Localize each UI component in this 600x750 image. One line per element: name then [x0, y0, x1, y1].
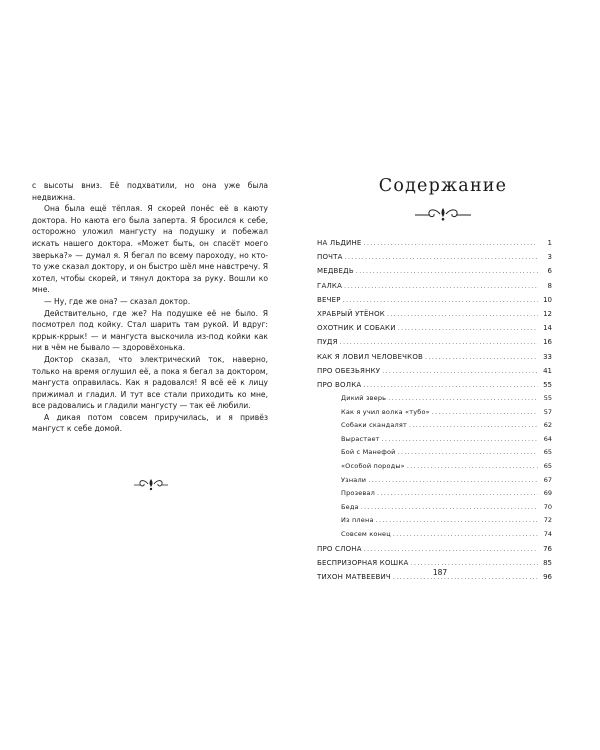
toc-entry-title: Бой с Манефой — [341, 448, 396, 457]
toc-entry-title: ПУДЯ — [317, 338, 338, 347]
toc-entry-title: Беда — [341, 502, 359, 511]
toc-entry-title: Как я учил волка «тубо» — [341, 407, 430, 416]
toc-entry[interactable] — [317, 279, 552, 293]
toc-entry-page: 85 — [543, 558, 552, 567]
toc-entry[interactable] — [317, 542, 552, 556]
toc-entry[interactable] — [317, 350, 552, 364]
toc-subentry[interactable] — [317, 446, 552, 460]
toc-entry-page: 96 — [543, 572, 552, 581]
toc-entry-title: ПРО ОБЕЗЬЯНКУ — [317, 366, 381, 375]
toc-entry-title: ГАЛКА — [317, 281, 343, 290]
toc-entry[interactable] — [317, 236, 552, 250]
toc-entry-page: 33 — [543, 352, 552, 361]
toc-entry-page: 67 — [543, 475, 552, 484]
toc-entry-title: Узнали — [341, 475, 367, 484]
toc-subentry[interactable] — [317, 406, 552, 420]
toc-entry-page: 57 — [543, 407, 552, 416]
toc-entry-page: 69 — [543, 489, 552, 498]
story-text — [32, 180, 268, 435]
toc-subentry[interactable] — [317, 487, 552, 501]
toc-entry-title: ВЕЧЕР — [317, 295, 341, 304]
contents-title: Содержание — [378, 176, 508, 196]
toc-entry-page: 64 — [543, 434, 552, 443]
toc-entry-page: 3 — [547, 253, 552, 262]
toc-entry-page: 1 — [547, 239, 552, 247]
page-number: 187 — [432, 568, 448, 577]
toc-entry-title: ПОЧТА — [317, 253, 343, 262]
toc-subentry[interactable] — [317, 474, 552, 488]
toc-entry-title: Вырастает — [341, 434, 380, 443]
toc-entry-page: 8 — [547, 281, 552, 290]
toc-entry-page: 12 — [543, 309, 552, 318]
ornament-icon — [413, 206, 473, 222]
toc-entry[interactable] — [317, 264, 552, 278]
toc-entry-title: ОХОТНИК И СОБАКИ — [317, 324, 396, 333]
paragraph: с высоты вниз. Её подхватили, но она уже была недвижна. — [32, 181, 268, 202]
paragraph: — Ну, где же она? — сказал доктор. — [44, 296, 191, 306]
toc-entry-title: БЕСПРИЗОРНАЯ КОШКА — [317, 558, 409, 567]
paragraph: Действительно, где же? На подушке её не было. Я посмотрел под койку. Стал шарить там рукой. И вдруг: кррык-кррык! — и мангуста выскочила из-под койки как ни в чём не бывало — здоровёхонька. — [32, 308, 268, 353]
toc-entry-page: 65 — [543, 462, 552, 471]
toc-entry[interactable] — [317, 335, 552, 349]
toc-entry[interactable] — [317, 293, 552, 307]
toc-entry-page: 6 — [547, 267, 552, 276]
toc-entry-title: ПРО ВОЛКА — [317, 380, 362, 389]
toc-subentry[interactable] — [317, 514, 552, 528]
toc-entry-title: Собаки скандалят — [341, 421, 407, 430]
toc-entry[interactable] — [317, 378, 552, 392]
contents-list — [317, 236, 552, 584]
toc-subentry[interactable] — [317, 419, 552, 433]
toc-entry-page: 70 — [543, 502, 552, 511]
toc-entry-title: Дикий зверь — [341, 394, 387, 403]
toc-entry[interactable] — [317, 321, 552, 335]
toc-entry[interactable] — [317, 307, 552, 321]
toc-entry-title: Из плена — [341, 516, 374, 525]
toc-entry-title: НА ЛЬДИНЕ — [317, 239, 362, 247]
toc-entry[interactable] — [317, 250, 552, 264]
toc-entry-page: 14 — [543, 324, 552, 333]
toc-entry-title: Совсем конец — [341, 530, 391, 538]
toc-entry-title: Прозевал — [341, 489, 376, 498]
toc-subentry[interactable] — [317, 392, 552, 406]
toc-entry[interactable] — [317, 364, 552, 378]
toc-entry-title: КАК Я ЛОВИЛ ЧЕЛОВЕЧКОВ — [317, 352, 424, 361]
toc-entry-page: 74 — [543, 530, 552, 538]
toc-entry-page: 72 — [543, 516, 552, 525]
toc-entry-title: МЕДВЕДЬ — [317, 267, 354, 276]
toc-subentry[interactable] — [317, 433, 552, 447]
toc-subentry[interactable] — [317, 501, 552, 515]
paragraph: Доктор сказал, что электрический ток, наверно, только на время оглушил её, а пока я бегал за доктором, мангуста оправилась. Как я радовался! Я всё её к лицу прижимал и гладил. И тут все стали приходить ко мне, все радовались и гладили мангусту — так её любили. — [32, 354, 268, 411]
toc-entry-title: ТИХОН МАТВЕЕВИЧ — [317, 572, 391, 581]
toc-entry-title: ХРАБРЫЙ УТЁНОК — [317, 309, 385, 318]
toc-entry-page: 10 — [543, 295, 552, 304]
toc-entry-page: 16 — [543, 338, 552, 347]
toc-entry-page: 62 — [543, 421, 552, 430]
toc-entry-title: «Особой породы» — [341, 462, 405, 471]
toc-subentry[interactable] — [317, 460, 552, 474]
toc-entry-page: 55 — [543, 394, 552, 403]
toc-entry-page: 55 — [543, 380, 552, 389]
paragraph: А дикая потом совсем приручилась, и я привёз мангуст к себе домой. — [32, 412, 268, 434]
toc-entry-title: ПРО СЛОНА — [317, 544, 362, 553]
toc-entry-page: 65 — [543, 448, 552, 457]
ornament-icon — [131, 476, 171, 492]
toc-subentry[interactable] — [317, 528, 552, 542]
toc-entry-page: 41 — [543, 366, 552, 375]
paragraph: Она была ещё тёплая. Я скорей понёс её в каюту доктора. Но каюта его была заперта. Я бросился к себе, осторожно уложил мангусту на подушку и побежал искать нашего доктора. «Может быть, он спасёт моего зверька?» — думал я. Я бегал по всему пароходу, но кто-то уже сказал доктору, и он быстро шёл мне навстречу. Я хотел, чтобы скорей, и тянул доктора за руку. Вошли ко мне. — [32, 204, 268, 295]
toc-entry-page: 76 — [543, 544, 552, 553]
